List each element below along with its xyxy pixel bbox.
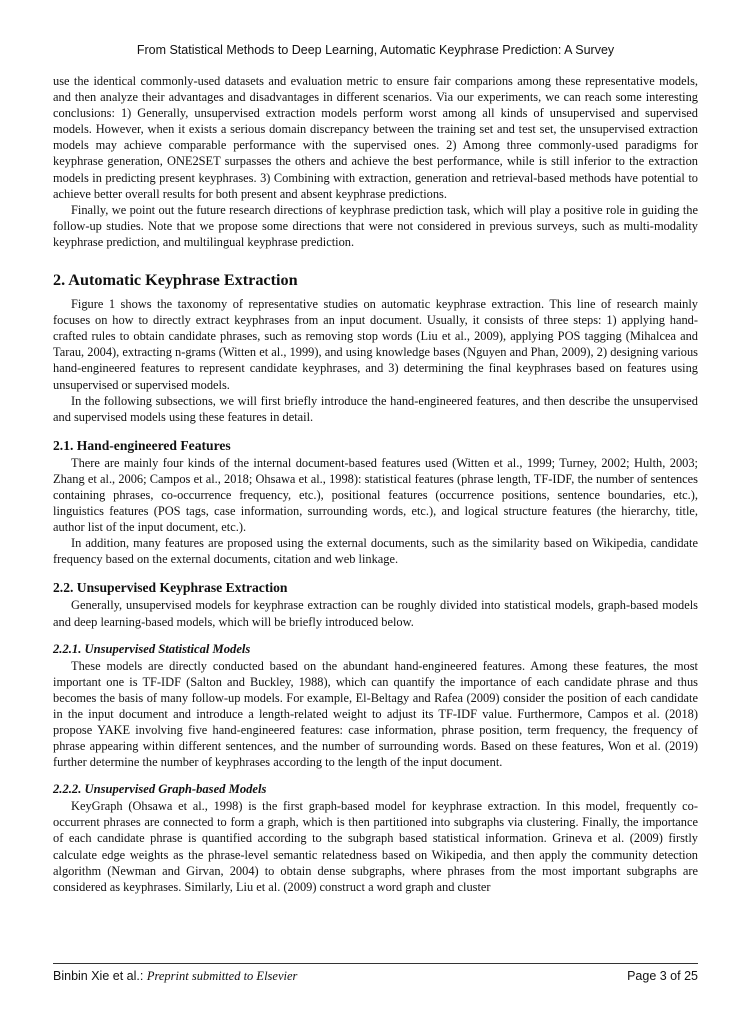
- footer-citation: [53, 969, 297, 984]
- subsubsection-heading: 2.2.2. Unsupervised Graph-based Models: [53, 782, 267, 797]
- paragraph: Generally, unsupervised models for keyphrase extraction can be roughly divided into statistical models, graph-based models and deep learning-based models, which will be briefly introduced below.: [53, 598, 698, 629]
- section-heading: 2. Automatic Keyphrase Extraction: [53, 271, 298, 290]
- body-text: [53, 73, 698, 895]
- footer-status: Preprint submitted to Elsevier: [146, 969, 298, 983]
- paragraph: use the identical commonly-used datasets and evaluation metric to ensure fair comparions among these representative models, and then analyze their advantages and disadvantages in different scenarios. Via our experiments, we can reach some interesting conclusions: 1) Generally, unsupervised extraction models perform worst among all kinds of unsupervised and supervised models. However, when it exists a serious domain discrepancy between the training set and test set, the unsupervised extraction models may achieve comparable performance with the supervised ones. 2) Among three commonly-used paradigms for keyphrase generation, ONE2SET surpasses the others and achieve the best performance, while is still inferior to the extraction models in predicting present keyphrases. 3) Combining with extraction, generation and retrieval-based methods have potential to achieve better overall results for both present and absent keyphrase predictions.: [53, 74, 698, 201]
- paragraph: These models are directly conducted based on the abundant hand-engineered features. Among these features, the most important one is TF-IDF (Salton and Buckley, 1988), which can quantify the importance of each candidate phrase and thus becomes the basis of many follow-up models. For example, El-Beltagy and Rafea (2009) consider the position of each candidate in the input document and introduce a length-related weight to adjust its TF-IDF value. Furthermore, Campos et al. (2018) propose YAKE involving five hand-engineered features: case information, phrase position, term frequency, the frequency of phrase appearing within different sentences, and the number of surrounding words. Based on these features, Won et al. (2019) further determine the number of keyphrases according to the length of the input document.: [53, 658, 698, 770]
- paragraph: In the following subsections, we will first briefly introduce the hand-engineered features, and then describe the unsupervised and supervised models using these features in detail.: [53, 393, 698, 424]
- paragraph: In addition, many features are proposed using the external documents, such as the similarity based on Wikipedia, candidate frequency based on the external documents, citation and web linkage.: [53, 536, 698, 567]
- subsection-heading: 2.1. Hand-engineered Features: [53, 437, 231, 453]
- subsubsection-heading: 2.2.1. Unsupervised Statistical Models: [53, 641, 251, 656]
- subsection-heading: 2.2. Unsupervised Keyphrase Extraction: [53, 580, 288, 596]
- footer-divider: [53, 963, 698, 964]
- footer-authors: Binbin Xie et al.:: [53, 969, 144, 983]
- paragraph: Finally, we point out the future research directions of keyphrase prediction task, which will play a positive role in guiding the follow-up studies. Note that we propose some directions that were not considered in previous surveys, such as multi-modality keyphrase prediction, and multilingual keyphrase prediction.: [53, 202, 698, 249]
- paragraph: There are mainly four kinds of the internal document-based features used (Witten et al., 1999; Turney, 2002; Hulth, 2003; Zhang et al., 2006; Campos et al., 2018; Ohsawa et al., 1998): statistical features (phrase length, TF-IDF, the number of sentences containing phrases, co-occurrence frequency, etc.), positional features (occurrence positions, sentence boundaries, etc.), linguistics features (POS tags, case information, surrounding words, etc.), and logical structure features (the hierarchy, title, author list of the input document, etc.).: [53, 455, 698, 535]
- paragraph: KeyGraph (Ohsawa et al., 1998) is the first graph-based model for keyphrase extraction. In this model, frequently co-occurrent phrases are connected to form a graph, which is then partitioned into subgraphs via clustering. Finally, the importance of each candidate phrase is quantified according to the subgraph based statistical information. Grineva et al. (2009) firstly calculate edge weights as the phrase-level semantic relatedness based on Wikipedia, and then apply the community detection algorithm (Newman and Girvan, 2004) to obtain dense subgraphs, where phrases from the most important subgraphs are considered as keyphrases. Similarly, Liu et al. (2009) construct a word graph and cluster: [53, 799, 698, 894]
- paragraph: Figure 1 shows the taxonomy of representative studies on automatic keyphrase extraction. This line of research mainly focuses on how to directly extract keyphrases from an input document. Usually, it consists of three steps: 1) applying hand-crafted rules to obtain candidate phrases, such as removing stop words (Liu et al., 2009), applying POS tagging (Mihalcea and Tarau, 2004), extracting n-grams (Witten et al., 1999), and using knowledge bases (Nguyen and Phan, 2009), 2) designing various hand-engineered features to represent candidate keyphrases, and 3) determining the final keyphrases based on features using unsupervised or supervised models.: [53, 297, 698, 392]
- page-number: Page 3 of 25: [627, 969, 698, 983]
- running-header: From Statistical Methods to Deep Learning, Automatic Keyphrase Prediction: A Survey: [136, 43, 615, 57]
